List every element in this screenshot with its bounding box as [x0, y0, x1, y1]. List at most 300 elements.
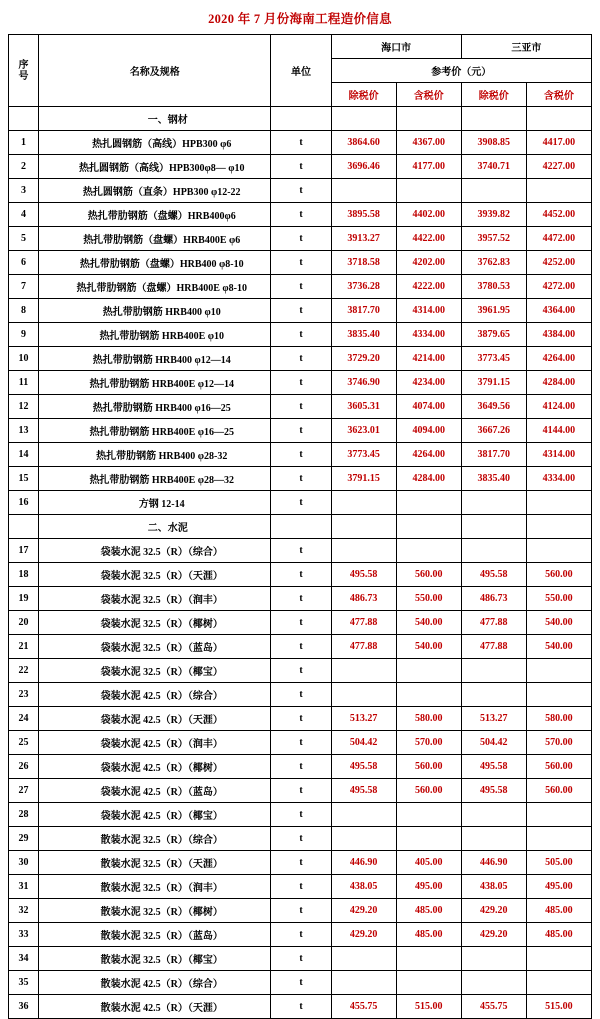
row-sanya-excl-tax: 3817.70 [461, 443, 526, 467]
row-name: 散装水泥 32.5（R）（蓝岛） [39, 923, 271, 947]
row-haikou-excl-tax: 3623.01 [331, 419, 396, 443]
header-city-sanya: 三亚市 [461, 35, 591, 59]
row-sanya-incl-tax [526, 683, 591, 707]
row-haikou-incl-tax [396, 107, 461, 131]
row-sanya-excl-tax [461, 491, 526, 515]
row-haikou-excl-tax: 477.88 [331, 611, 396, 635]
row-unit: t [271, 131, 331, 155]
row-haikou-incl-tax: 4402.00 [396, 203, 461, 227]
row-unit: t [271, 923, 331, 947]
row-unit: t [271, 611, 331, 635]
row-index: 9 [9, 323, 39, 347]
row-index: 3 [9, 179, 39, 203]
table-row [9, 107, 592, 131]
row-name: 热扎带肋钢筋 HRB400E φ28—32 [39, 467, 271, 491]
row-sanya-incl-tax: 515.00 [526, 995, 591, 1019]
table-row [9, 875, 592, 899]
row-haikou-incl-tax [396, 971, 461, 995]
row-name: 散装水泥 42.5（R）（天涯） [39, 995, 271, 1019]
table-row [9, 395, 592, 419]
header-name: 名称及规格 [39, 35, 271, 107]
row-unit: t [271, 467, 331, 491]
row-index: 4 [9, 203, 39, 227]
table-row [9, 179, 592, 203]
row-sanya-excl-tax [461, 107, 526, 131]
row-haikou-excl-tax: 3736.28 [331, 275, 396, 299]
row-sanya-excl-tax: 504.42 [461, 731, 526, 755]
row-sanya-incl-tax: 560.00 [526, 755, 591, 779]
row-unit: t [271, 947, 331, 971]
table-row [9, 299, 592, 323]
row-name: 热扎带肋钢筋 HRB400 φ10 [39, 299, 271, 323]
row-sanya-excl-tax: 3908.85 [461, 131, 526, 155]
row-sanya-excl-tax: 3835.40 [461, 467, 526, 491]
row-sanya-excl-tax: 477.88 [461, 611, 526, 635]
row-haikou-excl-tax [331, 539, 396, 563]
row-unit: t [271, 275, 331, 299]
row-name: 热扎带肋钢筋 HRB400 φ28-32 [39, 443, 271, 467]
row-sanya-incl-tax: 4124.00 [526, 395, 591, 419]
table-row [9, 995, 592, 1019]
price-table [8, 34, 592, 1019]
row-unit: t [271, 203, 331, 227]
row-haikou-incl-tax: 560.00 [396, 563, 461, 587]
row-unit: t [271, 179, 331, 203]
row-haikou-incl-tax [396, 683, 461, 707]
row-haikou-excl-tax: 3817.70 [331, 299, 396, 323]
row-haikou-incl-tax [396, 659, 461, 683]
row-sanya-excl-tax: 446.90 [461, 851, 526, 875]
row-unit: t [271, 659, 331, 683]
row-name: 热扎圆钢筋（高线）HPB300 φ6 [39, 131, 271, 155]
row-index: 19 [9, 587, 39, 611]
row-sanya-incl-tax: 570.00 [526, 731, 591, 755]
table-row [9, 755, 592, 779]
row-index: 10 [9, 347, 39, 371]
row-unit: t [271, 323, 331, 347]
row-index: 34 [9, 947, 39, 971]
row-name: 袋装水泥 32.5（R）（椰树） [39, 611, 271, 635]
row-sanya-incl-tax: 4264.00 [526, 347, 591, 371]
row-index: 18 [9, 563, 39, 587]
row-index: 25 [9, 731, 39, 755]
row-unit: t [271, 803, 331, 827]
row-sanya-incl-tax: 4417.00 [526, 131, 591, 155]
table-row [9, 347, 592, 371]
row-sanya-excl-tax [461, 539, 526, 563]
row-index: 36 [9, 995, 39, 1019]
row-name: 袋装水泥 32.5（R）（综合） [39, 539, 271, 563]
row-haikou-excl-tax: 429.20 [331, 923, 396, 947]
row-name: 热扎带肋钢筋 HRB400E φ10 [39, 323, 271, 347]
row-haikou-excl-tax: 495.58 [331, 755, 396, 779]
row-sanya-excl-tax: 455.75 [461, 995, 526, 1019]
row-haikou-incl-tax: 4094.00 [396, 419, 461, 443]
row-sanya-excl-tax [461, 683, 526, 707]
row-unit: t [271, 707, 331, 731]
row-haikou-excl-tax: 486.73 [331, 587, 396, 611]
row-unit: t [271, 875, 331, 899]
row-name: 散装水泥 32.5（R）（综合） [39, 827, 271, 851]
row-index [9, 515, 39, 539]
row-index: 13 [9, 419, 39, 443]
row-index: 1 [9, 131, 39, 155]
row-index: 31 [9, 875, 39, 899]
row-sanya-excl-tax: 3667.26 [461, 419, 526, 443]
row-name: 热扎带肋钢筋（盘螺）HRB400 φ8-10 [39, 251, 271, 275]
row-haikou-excl-tax: 3773.45 [331, 443, 396, 467]
row-name: 袋装水泥 32.5（R）（天涯） [39, 563, 271, 587]
row-haikou-excl-tax: 438.05 [331, 875, 396, 899]
row-haikou-incl-tax: 560.00 [396, 755, 461, 779]
row-sanya-incl-tax: 505.00 [526, 851, 591, 875]
row-index: 27 [9, 779, 39, 803]
row-unit: t [271, 755, 331, 779]
row-unit: t [271, 251, 331, 275]
row-haikou-excl-tax: 3835.40 [331, 323, 396, 347]
row-haikou-incl-tax: 4264.00 [396, 443, 461, 467]
row-haikou-excl-tax: 3746.90 [331, 371, 396, 395]
table-row [9, 683, 592, 707]
row-unit: t [271, 395, 331, 419]
table-row [9, 491, 592, 515]
row-sanya-incl-tax [526, 971, 591, 995]
row-sanya-incl-tax: 485.00 [526, 923, 591, 947]
row-sanya-incl-tax [526, 659, 591, 683]
row-haikou-excl-tax: 477.88 [331, 635, 396, 659]
row-sanya-incl-tax: 4384.00 [526, 323, 591, 347]
row-sanya-incl-tax [526, 947, 591, 971]
row-haikou-incl-tax: 4284.00 [396, 467, 461, 491]
row-sanya-incl-tax: 4452.00 [526, 203, 591, 227]
header-row-1 [9, 35, 592, 59]
table-row [9, 899, 592, 923]
row-haikou-incl-tax: 485.00 [396, 899, 461, 923]
header-haikou-excl-tax: 除税价 [331, 83, 396, 107]
row-index: 32 [9, 899, 39, 923]
row-haikou-excl-tax: 429.20 [331, 899, 396, 923]
row-sanya-excl-tax [461, 179, 526, 203]
row-haikou-incl-tax: 4367.00 [396, 131, 461, 155]
row-sanya-excl-tax: 3773.45 [461, 347, 526, 371]
row-sanya-incl-tax: 4364.00 [526, 299, 591, 323]
section-header-label: 二、水泥 [39, 515, 271, 539]
header-haikou-incl-tax: 含税价 [396, 83, 461, 107]
row-unit: t [271, 371, 331, 395]
row-name: 热扎带肋钢筋 HRB400E φ16—25 [39, 419, 271, 443]
row-sanya-incl-tax [526, 491, 591, 515]
row-haikou-incl-tax: 4234.00 [396, 371, 461, 395]
row-sanya-incl-tax: 550.00 [526, 587, 591, 611]
row-sanya-excl-tax: 495.58 [461, 755, 526, 779]
row-unit: t [271, 299, 331, 323]
row-sanya-incl-tax: 495.00 [526, 875, 591, 899]
row-index: 7 [9, 275, 39, 299]
table-row [9, 659, 592, 683]
row-sanya-incl-tax: 485.00 [526, 899, 591, 923]
row-haikou-excl-tax: 495.58 [331, 563, 396, 587]
row-haikou-excl-tax: 446.90 [331, 851, 396, 875]
row-name: 袋装水泥 32.5（R）（润丰） [39, 587, 271, 611]
row-index [9, 107, 39, 131]
row-name: 袋装水泥 42.5（R）（天涯） [39, 707, 271, 731]
row-sanya-excl-tax: 3649.56 [461, 395, 526, 419]
row-name: 散装水泥 32.5（R）（椰宝） [39, 947, 271, 971]
row-unit: t [271, 155, 331, 179]
row-haikou-excl-tax: 3791.15 [331, 467, 396, 491]
row-haikou-excl-tax: 504.42 [331, 731, 396, 755]
row-haikou-excl-tax [331, 659, 396, 683]
row-unit: t [271, 539, 331, 563]
row-name: 袋装水泥 42.5（R）（综合） [39, 683, 271, 707]
row-sanya-incl-tax: 4284.00 [526, 371, 591, 395]
row-name: 方钢 12-14 [39, 491, 271, 515]
row-sanya-excl-tax: 429.20 [461, 923, 526, 947]
row-index: 17 [9, 539, 39, 563]
row-index: 5 [9, 227, 39, 251]
row-sanya-excl-tax: 486.73 [461, 587, 526, 611]
row-sanya-incl-tax: 560.00 [526, 563, 591, 587]
row-haikou-incl-tax: 540.00 [396, 611, 461, 635]
table-row [9, 131, 592, 155]
row-sanya-incl-tax: 4252.00 [526, 251, 591, 275]
row-unit: t [271, 851, 331, 875]
row-index: 11 [9, 371, 39, 395]
table-row [9, 971, 592, 995]
header-sanya-incl-tax: 含税价 [526, 83, 591, 107]
table-row [9, 803, 592, 827]
row-sanya-incl-tax [526, 107, 591, 131]
row-unit: t [271, 779, 331, 803]
row-sanya-excl-tax: 3780.53 [461, 275, 526, 299]
row-index: 6 [9, 251, 39, 275]
table-row [9, 707, 592, 731]
row-name: 袋装水泥 42.5（R）（椰宝） [39, 803, 271, 827]
table-row [9, 467, 592, 491]
row-haikou-incl-tax: 4177.00 [396, 155, 461, 179]
table-row [9, 731, 592, 755]
row-haikou-excl-tax: 495.58 [331, 779, 396, 803]
row-haikou-incl-tax: 485.00 [396, 923, 461, 947]
row-sanya-excl-tax: 3762.83 [461, 251, 526, 275]
row-haikou-incl-tax: 4222.00 [396, 275, 461, 299]
row-haikou-incl-tax [396, 515, 461, 539]
row-sanya-incl-tax [526, 827, 591, 851]
row-index: 23 [9, 683, 39, 707]
header-index [9, 35, 39, 107]
row-unit: t [271, 419, 331, 443]
row-index: 21 [9, 635, 39, 659]
row-sanya-incl-tax [526, 179, 591, 203]
table-row [9, 371, 592, 395]
row-unit: t [271, 587, 331, 611]
row-sanya-excl-tax: 429.20 [461, 899, 526, 923]
row-sanya-incl-tax: 4334.00 [526, 467, 591, 491]
row-name: 袋装水泥 32.5（R）（椰宝） [39, 659, 271, 683]
table-row [9, 563, 592, 587]
row-haikou-excl-tax [331, 515, 396, 539]
row-haikou-incl-tax [396, 947, 461, 971]
row-haikou-excl-tax: 3729.20 [331, 347, 396, 371]
row-haikou-incl-tax: 4314.00 [396, 299, 461, 323]
row-name: 热扎带肋钢筋 HRB400 φ16—25 [39, 395, 271, 419]
row-name: 热扎带肋钢筋 HRB400 φ12—14 [39, 347, 271, 371]
row-sanya-incl-tax: 4144.00 [526, 419, 591, 443]
row-unit: t [271, 347, 331, 371]
row-unit: t [271, 635, 331, 659]
row-haikou-excl-tax [331, 179, 396, 203]
row-sanya-incl-tax: 560.00 [526, 779, 591, 803]
row-sanya-excl-tax: 3879.65 [461, 323, 526, 347]
row-name: 袋装水泥 32.5（R）（蓝岛） [39, 635, 271, 659]
row-sanya-incl-tax: 4272.00 [526, 275, 591, 299]
row-haikou-incl-tax: 4334.00 [396, 323, 461, 347]
row-unit: t [271, 899, 331, 923]
row-sanya-incl-tax [526, 803, 591, 827]
row-haikou-incl-tax: 540.00 [396, 635, 461, 659]
table-row [9, 779, 592, 803]
table-row [9, 227, 592, 251]
page-title: 2020 年 7 月份海南工程造价信息 [208, 12, 392, 26]
row-haikou-incl-tax: 405.00 [396, 851, 461, 875]
row-name: 袋装水泥 42.5（R）（蓝岛） [39, 779, 271, 803]
row-name: 热扎带肋钢筋（盘螺）HRB400E φ8-10 [39, 275, 271, 299]
row-index: 12 [9, 395, 39, 419]
table-row [9, 275, 592, 299]
row-unit [271, 515, 331, 539]
row-name: 热扎圆钢筋（高线）HPB300φ8— φ10 [39, 155, 271, 179]
row-name: 散装水泥 32.5（R）（天涯） [39, 851, 271, 875]
row-sanya-excl-tax: 3957.52 [461, 227, 526, 251]
row-index: 14 [9, 443, 39, 467]
table-row [9, 323, 592, 347]
row-haikou-excl-tax: 3718.58 [331, 251, 396, 275]
row-haikou-incl-tax: 550.00 [396, 587, 461, 611]
row-haikou-excl-tax [331, 491, 396, 515]
row-unit: t [271, 443, 331, 467]
row-name: 热扎带肋钢筋（盘螺）HRB400φ6 [39, 203, 271, 227]
row-name: 热扎圆钢筋（直条）HPB300 φ12-22 [39, 179, 271, 203]
table-row [9, 539, 592, 563]
row-index: 2 [9, 155, 39, 179]
row-haikou-excl-tax: 3605.31 [331, 395, 396, 419]
row-sanya-excl-tax [461, 659, 526, 683]
row-haikou-excl-tax: 3864.60 [331, 131, 396, 155]
row-sanya-incl-tax: 540.00 [526, 635, 591, 659]
row-haikou-incl-tax [396, 827, 461, 851]
table-row [9, 923, 592, 947]
row-unit: t [271, 227, 331, 251]
table-body [9, 107, 592, 1019]
row-unit [271, 107, 331, 131]
row-haikou-incl-tax [396, 491, 461, 515]
row-haikou-incl-tax [396, 803, 461, 827]
row-name: 热扎带肋钢筋（盘螺）HRB400E φ6 [39, 227, 271, 251]
row-sanya-excl-tax [461, 827, 526, 851]
table-row [9, 611, 592, 635]
row-index: 15 [9, 467, 39, 491]
row-unit: t [271, 683, 331, 707]
row-haikou-excl-tax: 3696.46 [331, 155, 396, 179]
table-row [9, 203, 592, 227]
table-row [9, 515, 592, 539]
row-sanya-incl-tax: 4227.00 [526, 155, 591, 179]
row-name: 袋装水泥 42.5（R）（椰树） [39, 755, 271, 779]
row-haikou-excl-tax [331, 803, 396, 827]
row-index: 35 [9, 971, 39, 995]
table-row [9, 155, 592, 179]
table-row [9, 635, 592, 659]
row-haikou-incl-tax: 4214.00 [396, 347, 461, 371]
header-reference-price: 参考价（元） [331, 59, 591, 83]
row-index: 33 [9, 923, 39, 947]
row-haikou-incl-tax: 4074.00 [396, 395, 461, 419]
row-haikou-excl-tax: 3913.27 [331, 227, 396, 251]
row-sanya-incl-tax: 4314.00 [526, 443, 591, 467]
row-sanya-excl-tax: 3939.82 [461, 203, 526, 227]
row-index: 20 [9, 611, 39, 635]
row-index: 30 [9, 851, 39, 875]
row-haikou-excl-tax [331, 971, 396, 995]
row-index: 28 [9, 803, 39, 827]
row-unit: t [271, 995, 331, 1019]
table-row [9, 851, 592, 875]
row-haikou-incl-tax: 495.00 [396, 875, 461, 899]
row-sanya-excl-tax: 438.05 [461, 875, 526, 899]
row-haikou-excl-tax [331, 947, 396, 971]
row-sanya-excl-tax: 495.58 [461, 779, 526, 803]
table-row [9, 587, 592, 611]
row-sanya-excl-tax: 495.58 [461, 563, 526, 587]
row-index: 16 [9, 491, 39, 515]
row-sanya-excl-tax [461, 971, 526, 995]
table-row [9, 947, 592, 971]
row-haikou-excl-tax: 3895.58 [331, 203, 396, 227]
row-haikou-excl-tax [331, 683, 396, 707]
row-name: 袋装水泥 42.5（R）（润丰） [39, 731, 271, 755]
row-sanya-excl-tax: 3961.95 [461, 299, 526, 323]
row-index: 24 [9, 707, 39, 731]
row-haikou-incl-tax [396, 539, 461, 563]
row-sanya-incl-tax: 540.00 [526, 611, 591, 635]
row-sanya-excl-tax [461, 803, 526, 827]
table-row [9, 443, 592, 467]
row-sanya-excl-tax: 3791.15 [461, 371, 526, 395]
table-row [9, 251, 592, 275]
row-name: 散装水泥 32.5（R）（润丰） [39, 875, 271, 899]
row-index: 8 [9, 299, 39, 323]
row-index: 22 [9, 659, 39, 683]
header-index-line2: 号 [18, 70, 29, 82]
row-sanya-incl-tax [526, 539, 591, 563]
header-index-line1: 序 [18, 59, 29, 71]
section-header-label: 一、钢材 [39, 107, 271, 131]
header-city-haikou: 海口市 [331, 35, 461, 59]
row-haikou-excl-tax: 455.75 [331, 995, 396, 1019]
row-sanya-incl-tax: 580.00 [526, 707, 591, 731]
row-haikou-incl-tax [396, 179, 461, 203]
row-sanya-excl-tax: 3740.71 [461, 155, 526, 179]
row-haikou-excl-tax [331, 827, 396, 851]
row-name: 散装水泥 32.5（R）（椰树） [39, 899, 271, 923]
table-head [9, 35, 592, 107]
row-name: 散装水泥 42.5（R）（综合） [39, 971, 271, 995]
row-haikou-excl-tax [331, 107, 396, 131]
row-haikou-incl-tax: 515.00 [396, 995, 461, 1019]
row-sanya-incl-tax [526, 515, 591, 539]
row-sanya-incl-tax: 4472.00 [526, 227, 591, 251]
header-unit: 单位 [271, 35, 331, 107]
